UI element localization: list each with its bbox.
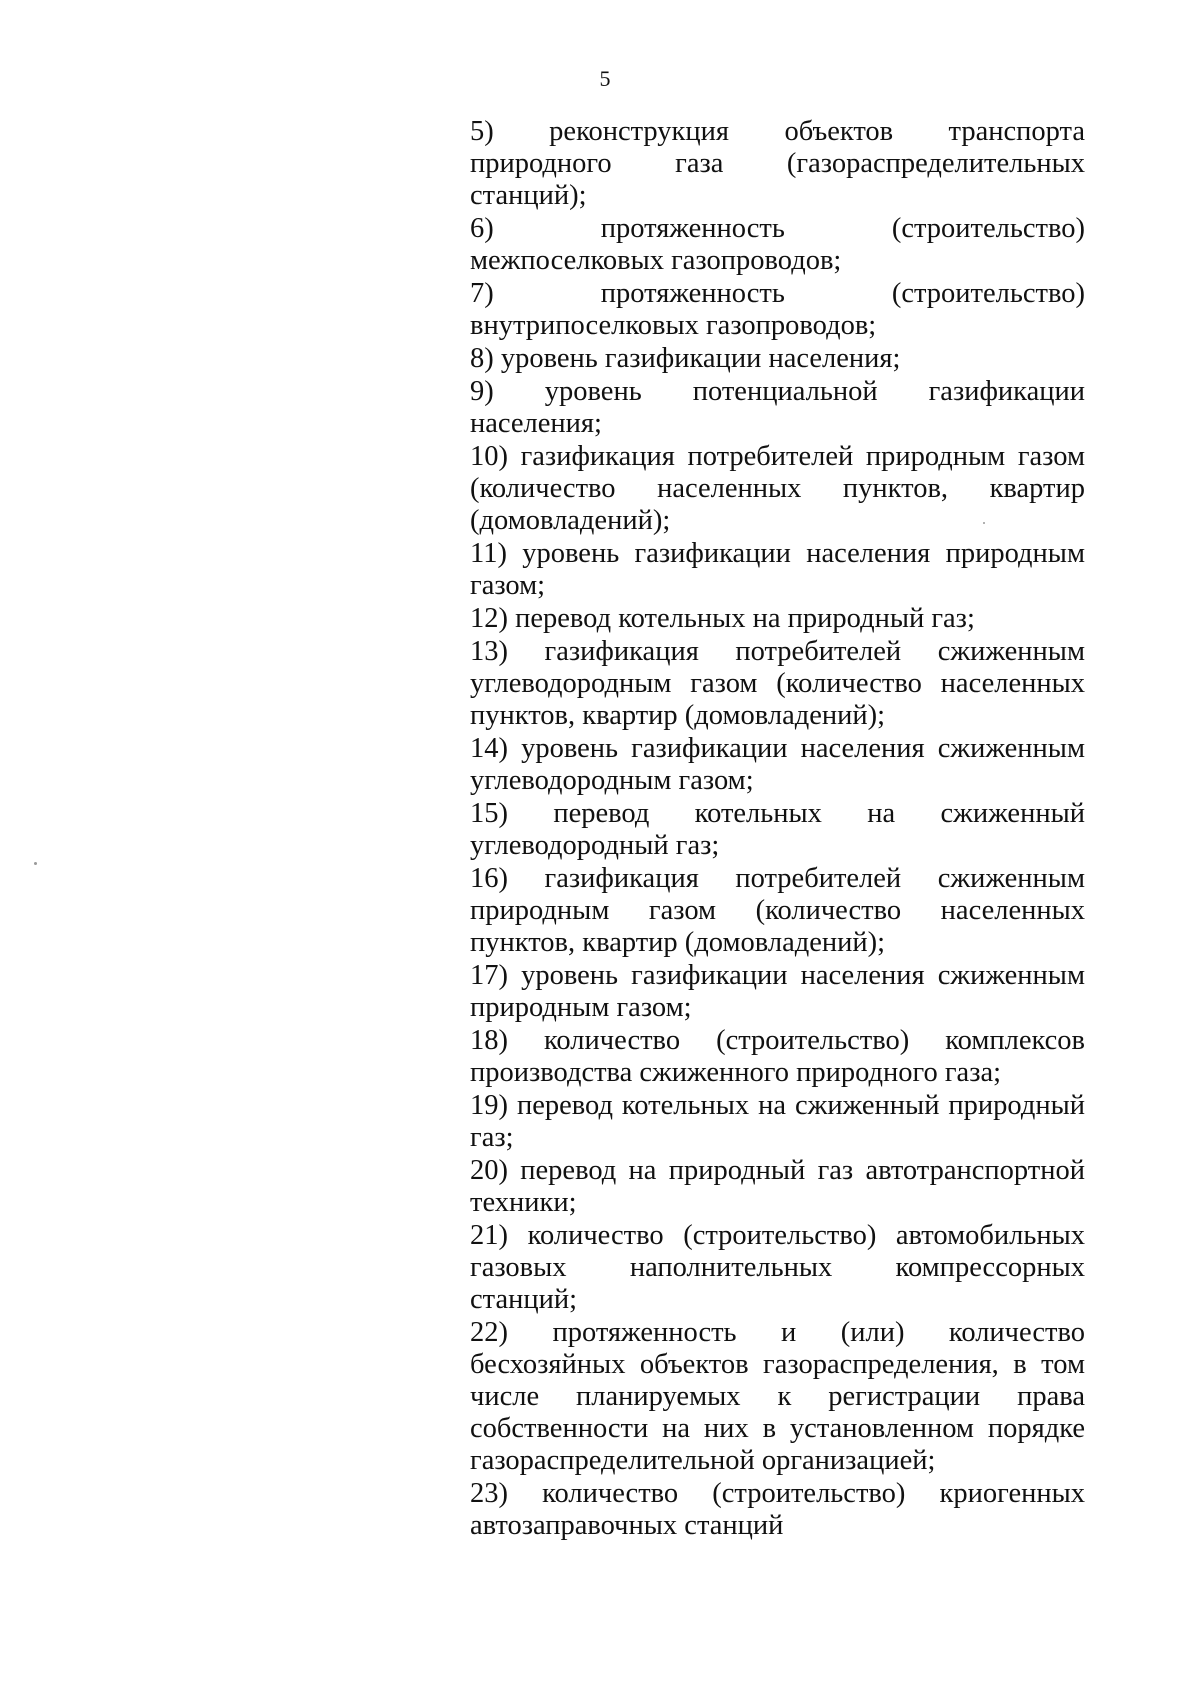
list-item: 7) протяженность (строительство) внутрипоселковых газопроводов;: [470, 278, 1085, 341]
list-item: 16) газификация потребителей сжиженным природным газом (количество населенных пунктов, квартир (домовладений);: [470, 863, 1085, 958]
list-item: 17) уровень газификации населения сжиженным природным газом;: [470, 960, 1085, 1023]
list-item: 10) газификация потребителей природным газом (количество населенных пунктов, квартир (домовладений);: [470, 441, 1085, 536]
list-item: 18) количество (строительство) комплексов производства сжиженного природного газа;: [470, 1025, 1085, 1088]
list-item: 8) уровень газификации населения;: [470, 343, 901, 374]
list-item: 5) реконструкция объектов транспорта природного газа (газораспределительных станций);: [470, 116, 1085, 211]
list-item: 20) перевод на природный газ автотранспортной техники;: [470, 1155, 1085, 1218]
list-item: 22) протяженность и (или) количество бесхозяйных объектов газораспределения, в том числе планируемых к регистрации права собственности на них в установленном порядке газораспределительной организацией;: [470, 1317, 1085, 1476]
page-number: 5: [599, 66, 611, 91]
list-item: 9) уровень потенциальной газификации населения;: [470, 376, 1085, 439]
scan-speck: [34, 862, 37, 865]
list-item: 11) уровень газификации населения природным газом;: [470, 538, 1085, 601]
list-item: 19) перевод котельных на сжиженный природный газ;: [470, 1090, 1085, 1153]
list-item: 14) уровень газификации населения сжиженным углеводородным газом;: [470, 733, 1085, 796]
list-item: 13) газификация потребителей сжиженным углеводородным газом (количество населенных пунктов, квартир (домовладений);: [470, 636, 1085, 731]
scan-speck: [983, 522, 985, 524]
list-item: 12) перевод котельных на природный газ;: [470, 603, 975, 634]
list-item: 21) количество (строительство) автомобильных газовых наполнительных компрессорных станций;: [470, 1220, 1085, 1315]
list-item: 23) количество (строительство) криогенных автозаправочных станций: [470, 1478, 1085, 1541]
list-item: 6) протяженность (строительство) межпоселковых газопроводов;: [470, 213, 1085, 276]
list-item: 15) перевод котельных на сжиженный углеводородный газ;: [470, 798, 1085, 861]
indicator-list: [470, 116, 1085, 1543]
